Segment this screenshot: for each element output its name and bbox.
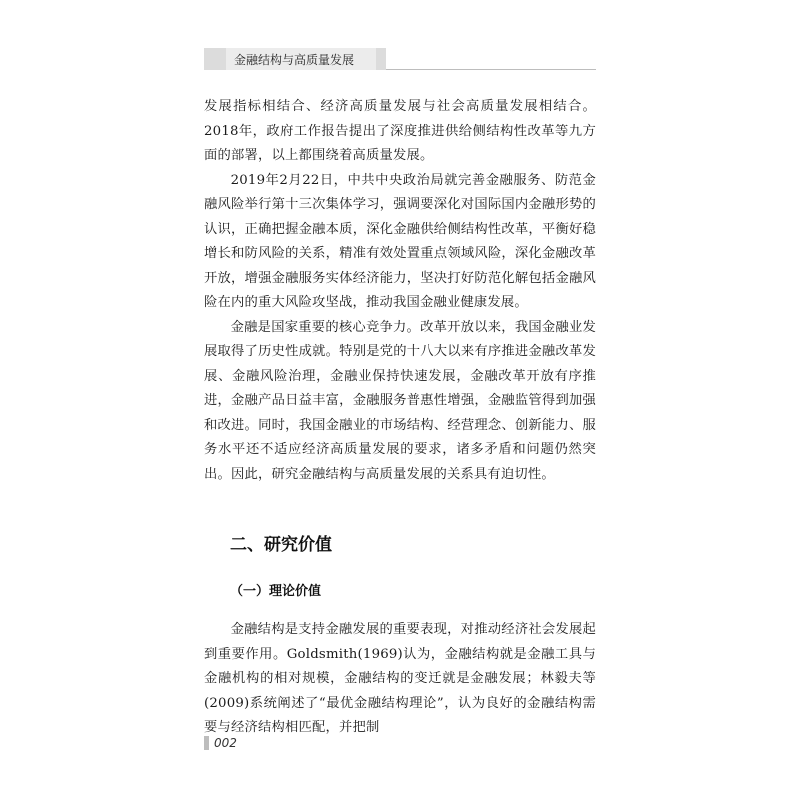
footer-decoration xyxy=(204,736,209,750)
paragraph: 2019年2月22日，中共中央政治局就完善金融服务、防范金融风险举行第十三次集体学习，强调要深化对国际国内金融形势的认识，正确把握金融本质，深化金融供给侧结构性改革，平衡好稳增长和防风险的关系，精准有效处置重点领域风险，深化金融改革开放，增强金融服务实体经济能力，坚决打好防范化解包括金融风险在内的重大风险攻坚战，推动我国金融业健康发展。 xyxy=(204,172,596,310)
sub-heading: （一）理论价值 xyxy=(230,584,322,599)
paragraph: 金融是国家重要的核心竞争力。改革开放以来，我国金融业发展取得了历史性成就。特别是党的十八大以来有序推进金融改革发展、金融风险治理，金融业保持快速发展，金融改革开放有序推进，金融产品日益丰富，金融服务普惠性增强，金融监管得到加强和改进。同时，我国金融业的市场结构、经营理念、创新能力、服务水平还不适应经济高质量发展的要求，诸多矛盾和问题仍然突出。因此，研究金融结构与高质量发展的关系具有迫切性。 xyxy=(204,319,596,482)
page-number: 002 xyxy=(214,736,237,750)
header-decoration-left xyxy=(204,48,226,70)
header-decoration-right xyxy=(376,48,386,70)
running-header xyxy=(204,48,596,70)
paragraph: 金融结构是支持金融发展的重要表现，对推动经济社会发展起到重要作用。Goldsmith(1969)认为，金融结构就是金融工具与金融机构的相对规模，金融结构的变迁就是金融发展；林毅夫等(2009)系统阐述了“最优金融结构理论”，认为良好的金融结构需要与经济结构相匹配，并把制 xyxy=(204,622,596,735)
running-header-title: 金融结构与高质量发展 xyxy=(234,53,355,67)
section-body-text xyxy=(204,618,596,741)
header-rule xyxy=(386,69,596,70)
body-text xyxy=(204,95,596,487)
paragraph-continued: 发展指标相结合、经济高质量发展与社会高质量发展相结合。2018年，政府工作报告提出了深度推进供给侧结构性改革等九方面的部署，以上都围绕着高质量发展。 xyxy=(204,99,596,163)
section-heading: 二、研究价值 xyxy=(230,535,332,555)
